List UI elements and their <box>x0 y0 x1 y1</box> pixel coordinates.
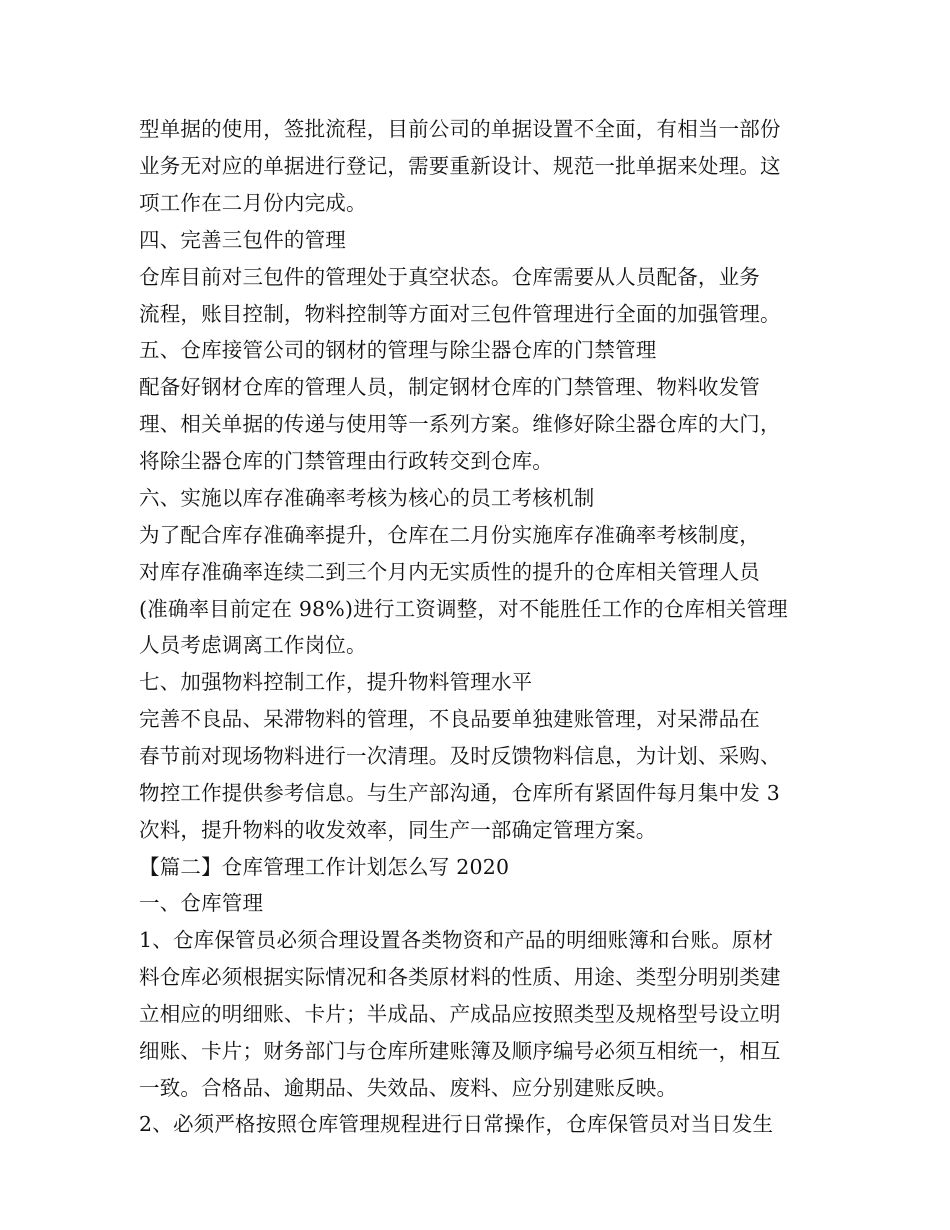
text-line: 细账、卡片；财务部门与仓库所建账簿及顺序编号必须互相统一，相互 <box>139 1039 781 1063</box>
section-heading: 一、仓库管理 <box>139 891 264 915</box>
text-line: 人员考虑调离工作岗位。 <box>139 633 367 657</box>
text-line: 1、仓库保管员必须合理设置各类物资和产品的明细账簿和台账。原材 <box>139 928 774 952</box>
text-line: 将除尘器仓库的门禁管理由行政转交到仓库。 <box>139 449 553 473</box>
text-line: 一致。合格品、逾期品、失效品、废料、应分别建账反映。 <box>139 1076 678 1100</box>
article-title: 【篇二】仓库管理工作计划怎么写 2020 <box>139 855 510 879</box>
text-line: 理、相关单据的传递与使用等一系列方案。维修好除尘器仓库的大门， <box>139 412 781 436</box>
text-line: 料仓库必须根据实际情况和各类原材料的性质、用途、类型分明别类建 <box>139 965 781 989</box>
text-line: 仓库目前对三包件的管理处于真空状态。仓库需要从人员配备，业务 <box>139 265 760 289</box>
section-heading: 七、加强物料控制工作，提升物料管理水平 <box>139 670 533 694</box>
section-heading: 五、仓库接管公司的钢材的管理与除尘器仓库的门禁管理 <box>139 338 657 362</box>
text-line: 对库存准确率连续二到三个月内无实质性的提升的仓库相关管理人员 <box>139 560 760 584</box>
text-line: 型单据的使用，签批流程，目前公司的单据设置不全面，有相当一部份 <box>139 117 781 141</box>
text-line: 配备好钢材仓库的管理人员，制定钢材仓库的门禁管理、物料收发管 <box>139 375 760 399</box>
text-line: 2、必须严格按照仓库管理规程进行日常操作，仓库保管员对当日发生 <box>139 1112 774 1136</box>
text-line: 物控工作提供参考信息。与生产部沟通，仓库所有紧固件每月集中发 3 <box>139 781 780 805</box>
text-line: 为了配合库存准确率提升，仓库在二月份实施库存准确率考核制度， <box>139 523 760 547</box>
text-line: 立相应的明细账、卡片；半成品、产成品应按照类型及规格型号设立明 <box>139 1002 781 1026</box>
text-line: 春节前对现场物料进行一次清理。及时反馈物料信息，为计划、采购、 <box>139 744 781 768</box>
text-line: (准确率目前定在 98%)进行工资调整，对不能胜任工作的仓库相关管理 <box>139 597 788 621</box>
text-line: 完善不良品、呆滞物料的管理，不良品要单独建账管理，对呆滞品在 <box>139 707 760 731</box>
section-heading: 六、实施以库存准确率考核为核心的员工考核机制 <box>139 486 595 510</box>
text-line: 流程，账目控制，物料控制等方面对三包件管理进行全面的加强管理。 <box>139 302 781 326</box>
text-line: 业务无对应的单据进行登记，需要重新设计、规范一批单据来处理。这 <box>139 154 781 178</box>
text-line: 项工作在二月份内完成。 <box>139 191 367 215</box>
text-line: 次料，提升物料的收发效率，同生产一部确定管理方案。 <box>139 818 657 842</box>
section-heading: 四、完善三包件的管理 <box>139 228 346 252</box>
